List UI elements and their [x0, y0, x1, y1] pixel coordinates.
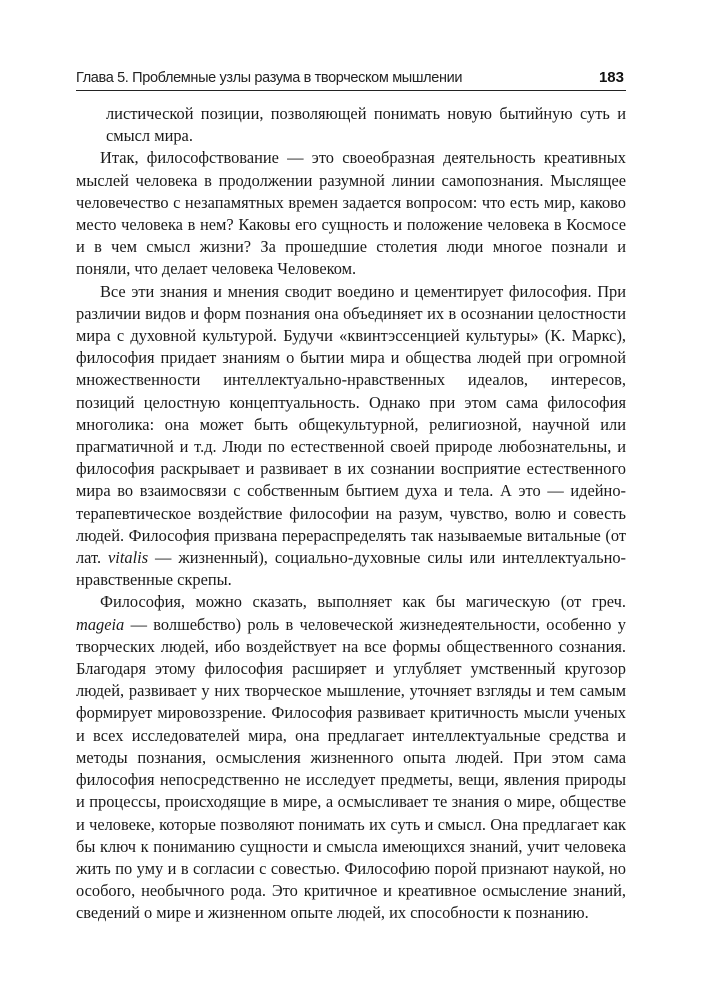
- paragraph: листической позиции, позволяющей понимать новую бытийную суть и смысл мира.: [106, 104, 626, 146]
- body-text: [76, 103, 626, 925]
- paragraph: Философия, можно сказать, выполняет как бы магическую (от греч. mageia — волшебство) роль в человеческой жизнедеятельности, особенно у творческих людей, ибо воздействует на все формы общественного сознания. Благодаря этому философия расширяет и углубляет умственный кругозор людей, развивает у них творческое мышление, уточняет взгляды и тем самым формирует мировоззрение. Философия развивает критичность мысли ученых и всех исследователей мира, она предлагает интеллектуальные средства и методы познания, осмысления жизненного опыта людей. При этом сама философия непосредственно не исследует предметы, вещи, явления природы и процессы, происходящие в мире, а осмысливает те знания о мире, обществе и человеке, которые позволяют понимать их суть и смысл. Она предлагает как бы ключ к пониманию сущности и смысла имеющихся знаний, учит человека жить по уму и в согласии с совестью. Философию порой признают наукой, но особого, необычного рода. Это критичное и креативное осмысление знаний, сведений о мире и жизненном опыте людей, их способности к познанию.: [76, 592, 626, 923]
- page-number: 183: [598, 69, 624, 86]
- latin-term: mageia: [76, 614, 125, 634]
- running-header: [76, 68, 626, 91]
- chapter-title: Глава 5. Проблемные узлы разума в творческом мышлении: [76, 70, 463, 86]
- paragraph: Все эти знания и мнения сводит воедино и цементирует философия. При различии видов и форм познания она объединяет их в осознании целостности мира с духовной культурой. Будучи «квинтэссенцией культуры» (К. Маркс), философия придает знаниям о бытии мира и общества людей при огромной множественности интеллектуально-нравственных идеалов, интересов, позиций целостную концептуальность. Однако при этом сама философия многолика: она может быть общекультурной, религиозной, научной или прагматичной и т.д. Люди по естественной своей природе любознательны, и философия раскрывает и развивает в их сознании восприятие естественного мира во взаимосвязи с собственным бытием духа и тела. А это — идейно-терапевтическое воздействие философии на разум, чувство, волю и совесть людей. Философия призвана перераспределять так называемые витальные (от лат. vitalis — жизненный), социально-духовные силы или интеллектуально-нравственные скрепы.: [76, 281, 627, 590]
- paragraph: Итак, философствование — это своеобразная деятельность креативных мыслей человека в продолжении разумной линии самопознания. Мыслящее человечество с незапамятных времен задается вопросом: что есть мир, каково место человека в нем? Каковы его сущность и положение человека в Космосе и в чем смысл жизни? За прошедшие столетия люди многое познали и поняли, что делает человека Человеком.: [76, 148, 626, 279]
- latin-term: vitalis: [108, 548, 149, 568]
